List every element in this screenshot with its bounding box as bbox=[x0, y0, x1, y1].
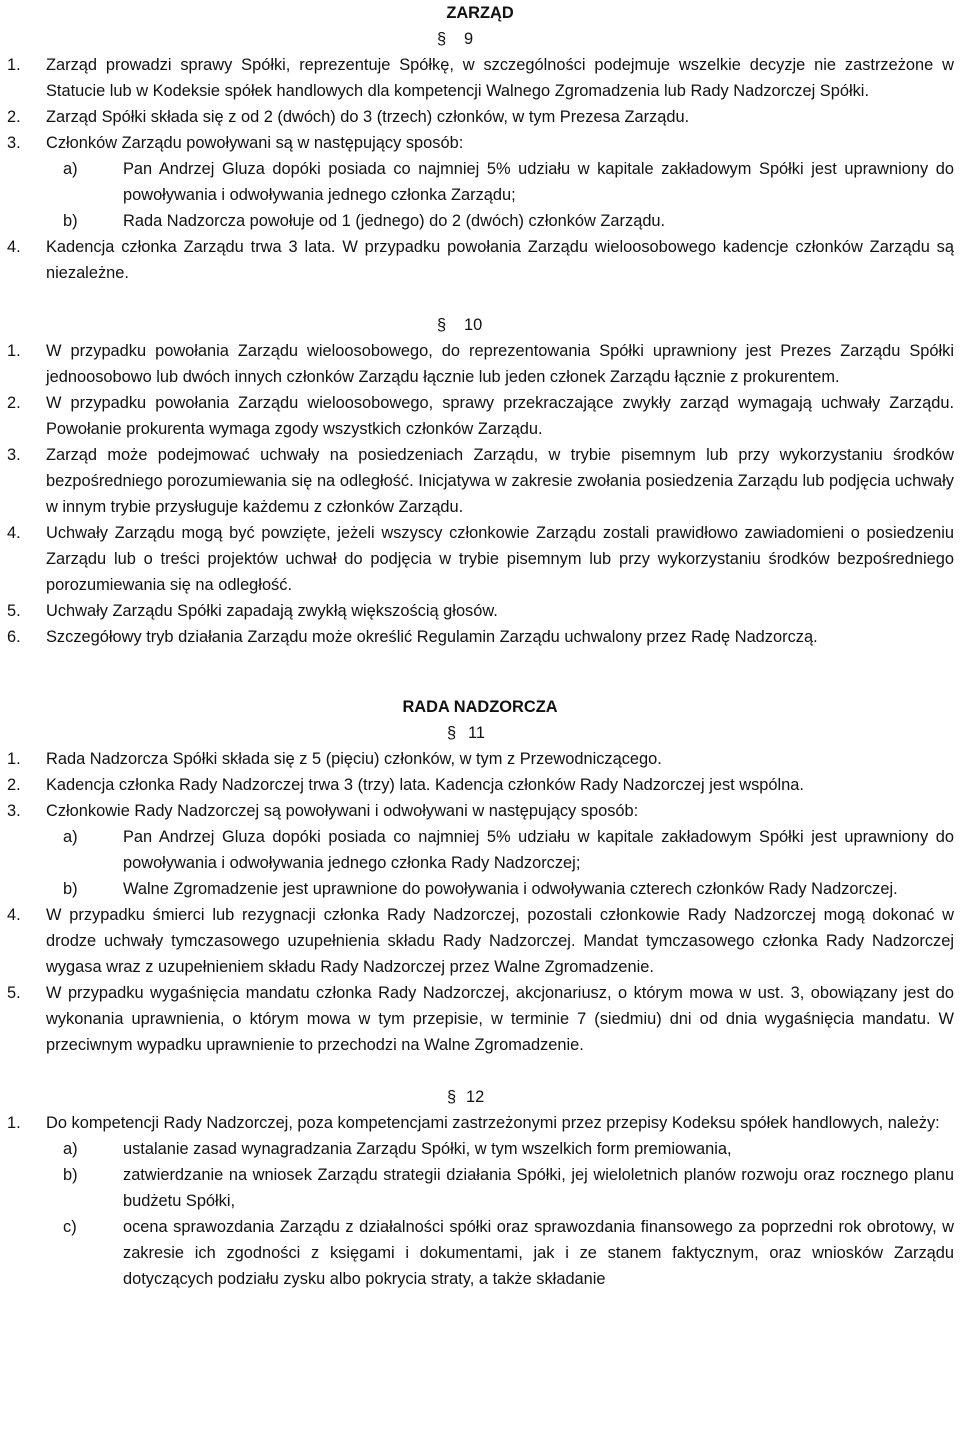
item-number: 4. bbox=[7, 906, 21, 924]
sub-item-text: ocena sprawozdania Zarządu z działalności spółki oraz sprawozdania finansowego za poprzedni rok obrotowy, w zakresie ich zgodności z księgami i dokumentami, jak i ze stanem faktycznym, oraz wniosków Zarządu dotyczących podziału zysku albo pokrycia straty, a także składanie bbox=[123, 1218, 954, 1288]
list-item bbox=[0, 338, 960, 390]
item-text: Zarząd prowadzi sprawy Spółki, reprezentuje Spółkę, w szczególności podejmuje wszelkie decyzje nie zastrzeżone w Statucie lub w Kodeksie spółek handlowych dla kompetencji Walnego Zgromadzenia lub Rady Nadzorczej Spółki. bbox=[46, 56, 954, 100]
section-heading-rada-nadzorcza: RADA NADZORCZA bbox=[402, 698, 558, 716]
sub-item-letter: b) bbox=[63, 880, 78, 898]
sub-item-text: ustalanie zasad wynagradzania Zarządu Spółki, w tym wszelkich form premiowania, bbox=[123, 1140, 732, 1158]
item-number: 3. bbox=[7, 802, 21, 820]
list-item bbox=[0, 746, 960, 772]
list-item bbox=[0, 130, 960, 156]
item-text: W przypadku powołania Zarządu wieloosobowego, do reprezentowania Spółki uprawniony jest Prezes Zarządu Spółki jednoosobowo lub dwóch innych członków Zarządu łącznie lub jeden członek Zarządu łącznie z prokurentem. bbox=[46, 342, 954, 386]
section-heading-zarzad: ZARZĄD bbox=[446, 4, 514, 22]
paragraph-9-header bbox=[0, 26, 960, 52]
sub-item bbox=[0, 1214, 960, 1292]
list-item bbox=[0, 442, 960, 520]
item-text: Uchwały Zarządu mogą być powzięte, jeżeli wszyscy członkowie Zarządu zostali prawidłowo zawiadomieni o posiedzeniu Zarządu lub o treści projektów uchwał do podjęcia w trybie pisemnym lub przy wykorzystaniu środków bezpośredniego porozumiewania się na odległość. bbox=[46, 524, 954, 594]
item-text: Zarząd może podejmować uchwały na posiedzeniach Zarządu, w trybie pisemnym lub przy wykorzystaniu środków bezpośredniego porozumiewania się na odległość. Inicjatywa w zakresie zwołania posiedzenia Zarządu lub podjęcia uchwały w innym trybie przysługuje każdemu z członków Zarządu. bbox=[46, 446, 954, 516]
paragraph-number: 9 bbox=[464, 30, 474, 48]
section-symbol: § bbox=[447, 1088, 457, 1106]
paragraph-number: 10 bbox=[464, 316, 483, 334]
spacer bbox=[0, 1058, 960, 1084]
sub-item bbox=[0, 824, 960, 876]
sub-item-text: Walne Zgromadzenie jest uprawnione do powoływania i odwoływania czterech członków Rady Nadzorczej. bbox=[123, 880, 898, 898]
item-number: 2. bbox=[7, 108, 21, 126]
spacer bbox=[0, 286, 960, 312]
item-number: 4. bbox=[7, 524, 21, 542]
item-number: 1. bbox=[7, 342, 21, 360]
item-text: Zarząd Spółki składa się z od 2 (dwóch) do 3 (trzech) członków, w tym Prezesa Zarządu. bbox=[46, 108, 690, 126]
item-number: 1. bbox=[7, 1114, 21, 1132]
item-text: Szczegółowy tryb działania Zarządu może określić Regulamin Zarządu uchwalony przez Radę Nadzorczą. bbox=[46, 628, 818, 646]
item-text: Do kompetencji Rady Nadzorczej, poza kompetencjami zastrzeżonymi przez przepisy Kodeksu spółek handlowych, należy: bbox=[46, 1114, 940, 1132]
list-item bbox=[0, 902, 960, 980]
spacer bbox=[0, 650, 960, 676]
item-text: W przypadku powołania Zarządu wieloosobowego, sprawy przekraczające zwykły zarząd wymagają uchwały Zarządu. Powołanie prokurenta wymaga zgody wszystkich członków Zarządu. bbox=[46, 394, 954, 438]
item-text: Kadencja członka Rady Nadzorczej trwa 3 (trzy) lata. Kadencja członków Rady Nadzorczej jest wspólna. bbox=[46, 776, 804, 794]
sub-item bbox=[0, 156, 960, 208]
list-item bbox=[0, 234, 960, 286]
paragraph-12-header bbox=[0, 1084, 960, 1110]
item-number: 2. bbox=[7, 394, 21, 412]
list-item bbox=[0, 980, 960, 1058]
paragraph-10-header bbox=[0, 312, 960, 338]
sub-item-letter: a) bbox=[63, 160, 78, 178]
item-number: 1. bbox=[7, 56, 21, 74]
sub-item-letter: a) bbox=[63, 828, 78, 846]
section-symbol: § bbox=[437, 30, 447, 48]
list-item bbox=[0, 390, 960, 442]
sub-item-letter: b) bbox=[63, 212, 78, 230]
sub-item-text: Pan Andrzej Gluza dopóki posiada co najmniej 5% udziału w kapitale zakładowym Spółki jest uprawniony do powoływania i odwoływania jednego członka Rady Nadzorczej; bbox=[123, 828, 954, 872]
list-item bbox=[0, 798, 960, 824]
list-item bbox=[0, 1110, 960, 1136]
paragraph-11-header bbox=[0, 720, 960, 746]
list-item bbox=[0, 624, 960, 650]
list-item bbox=[0, 598, 960, 624]
sub-item-text: Pan Andrzej Gluza dopóki posiada co najmniej 5% udziału w kapitale zakładowym Spółki jest uprawniony do powoływania i odwoływania jednego członka Zarządu; bbox=[123, 160, 954, 204]
item-text: Rada Nadzorcza Spółki składa się z 5 (pięciu) członków, w tym z Przewodniczącego. bbox=[46, 750, 662, 768]
paragraph-number: 12 bbox=[466, 1088, 485, 1106]
item-number: 2. bbox=[7, 776, 21, 794]
item-text: Kadencja członka Zarządu trwa 3 lata. W przypadku powołania Zarządu wieloosobowego kadencje członków Zarządu są niezależne. bbox=[46, 238, 954, 282]
sub-item bbox=[0, 208, 960, 234]
sub-item-text: Rada Nadzorcza powołuje od 1 (jednego) do 2 (dwóch) członków Zarządu. bbox=[123, 212, 666, 230]
sub-item-letter: a) bbox=[63, 1140, 78, 1158]
list-item bbox=[0, 52, 960, 104]
spacer bbox=[0, 676, 960, 694]
sub-item bbox=[0, 1136, 960, 1162]
list-item bbox=[0, 520, 960, 598]
item-text: Uchwały Zarządu Spółki zapadają zwykłą większością głosów. bbox=[46, 602, 498, 620]
item-number: 5. bbox=[7, 602, 21, 620]
sub-item-letter: b) bbox=[63, 1166, 78, 1184]
item-text: Członków Zarządu powoływani są w następujący sposób: bbox=[46, 134, 464, 152]
section-symbol: § bbox=[437, 316, 447, 334]
sub-item bbox=[0, 876, 960, 902]
item-text: W przypadku wygaśnięcia mandatu członka Rady Nadzorczej, akcjonariusz, o którym mowa w ust. 3, obowiązany jest do wykonania uprawnienia, o którym mowa w tym przepisie, w terminie 7 (siedmiu) dni od dnia wygaśnięcia mandatu. W przeciwnym wypadku uprawnienie to przechodzi na Walne Zgromadzenie. bbox=[46, 984, 954, 1054]
item-number: 6. bbox=[7, 628, 21, 646]
item-text: W przypadku śmierci lub rezygnacji członka Rady Nadzorczej, pozostali członkowie Rady Nadzorczej mogą dokonać w drodze uchwały tymczasowego uzupełnienia składu Rady Nadzorczej. Mandat tymczasowego członka Rady Nadzorczej wygasa wraz z uzupełnieniem składu Rady Nadzorczej przez Walne Zgromadzenie. bbox=[46, 906, 954, 976]
item-number: 1. bbox=[7, 750, 21, 768]
list-item bbox=[0, 772, 960, 798]
sub-item-letter: c) bbox=[63, 1218, 77, 1236]
sub-item bbox=[0, 1162, 960, 1214]
section-symbol: § bbox=[447, 724, 457, 742]
list-item bbox=[0, 104, 960, 130]
sub-item-text: zatwierdzanie na wniosek Zarządu strategii działania Spółki, jej wieloletnich planów rozwoju oraz rocznego planu budżetu Spółki, bbox=[123, 1166, 954, 1210]
item-number: 4. bbox=[7, 238, 21, 256]
item-text: Członkowie Rady Nadzorczej są powoływani i odwoływani w następujący sposób: bbox=[46, 802, 639, 820]
item-number: 5. bbox=[7, 984, 21, 1002]
item-number: 3. bbox=[7, 134, 21, 152]
paragraph-number: 11 bbox=[468, 724, 486, 742]
item-number: 3. bbox=[7, 446, 21, 464]
